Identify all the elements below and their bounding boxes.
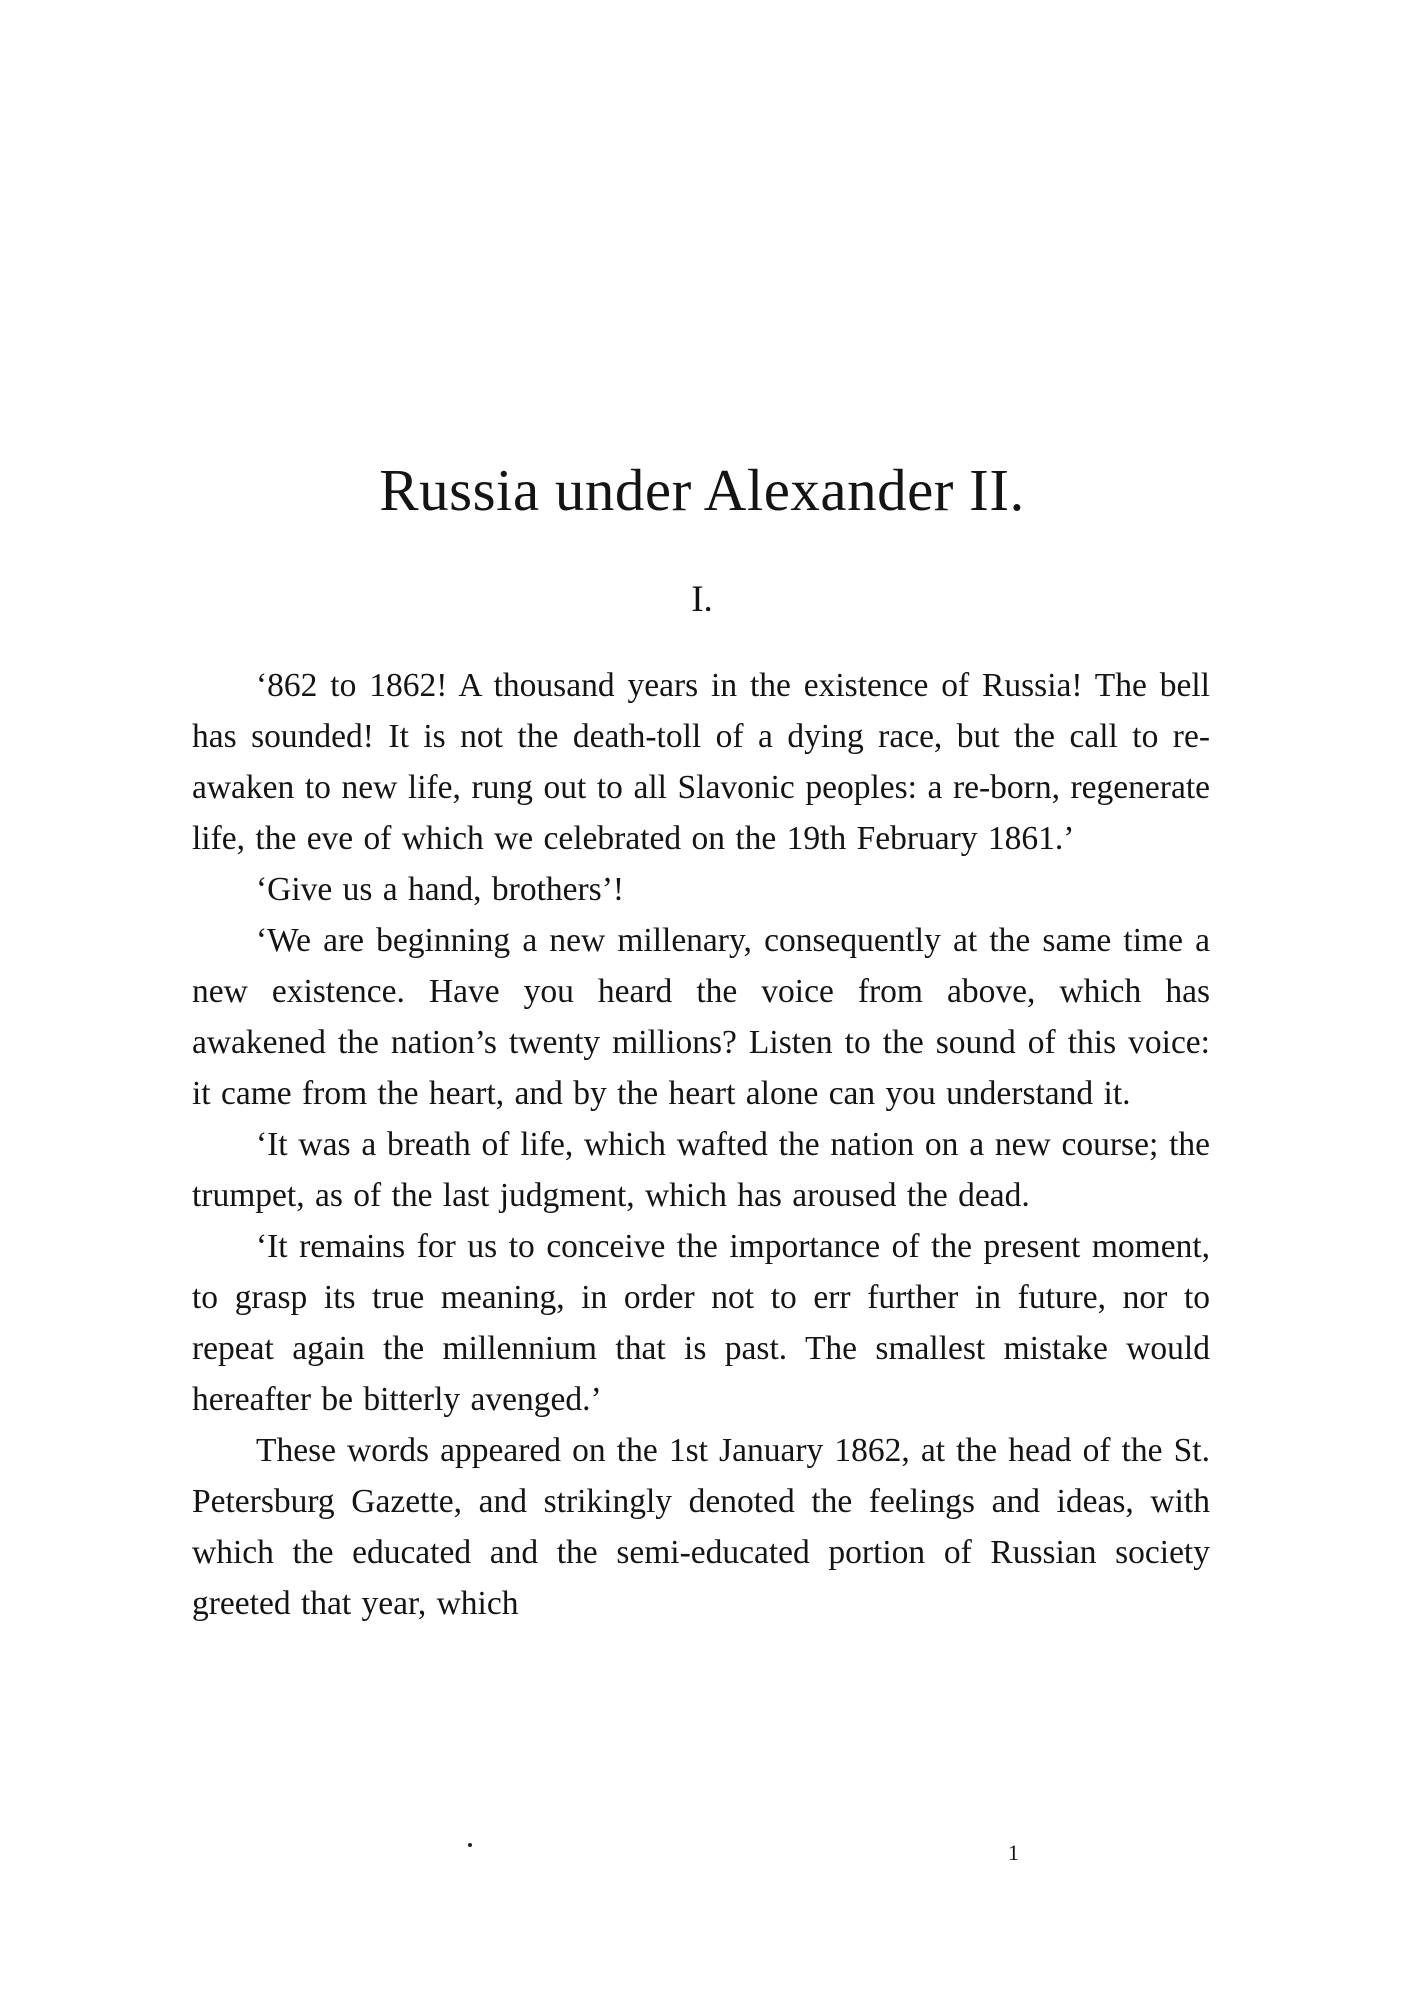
body-text bbox=[192, 660, 1210, 1629]
paragraph: ‘It was a breath of life, which wafted the nation on a new course; the trumpet, as of the last judgment, which has aroused the dead. bbox=[192, 1126, 1210, 1214]
chapter-number: I. bbox=[691, 579, 713, 620]
paragraph: These words appeared on the 1st January 1862, at the head of the St. Petersburg Gazette, and strikingly denoted the feelings and ideas, with which the educated and the semi-educated portion of Russian society greeted that year, which bbox=[192, 1432, 1210, 1622]
page-number: 1 bbox=[1008, 1840, 1019, 1865]
page-title: Russia under Alexander II. bbox=[379, 457, 1025, 523]
paragraph: ‘It remains for us to conceive the importance of the present moment, to grasp its true meaning, in order not to err further in future, nor to repeat again the millennium that is past. The smallest mistake would hereafter be bitterly avenged.’ bbox=[192, 1228, 1210, 1418]
paragraph: ‘Give us a hand, brothers’! bbox=[256, 871, 625, 908]
paragraph: ‘We are beginning a new millenary, consequently at the same time a new existence. Have you heard the voice from above, which has awakened the nation’s twenty millions? Listen to the sound of this voice: it came from the heart, and by the heart alone can you understand it. bbox=[192, 922, 1210, 1112]
print-speck bbox=[468, 1843, 472, 1847]
paragraph: ‘862 to 1862! A thousand years in the existence of Russia! The bell has sounded! It is not the death-toll of a dying race, but the call to re-awaken to new life, rung out to all Slavonic peoples: a re-born, regenerate life, the eve of which we celebrated on the 19th February 1861.’ bbox=[192, 667, 1210, 857]
